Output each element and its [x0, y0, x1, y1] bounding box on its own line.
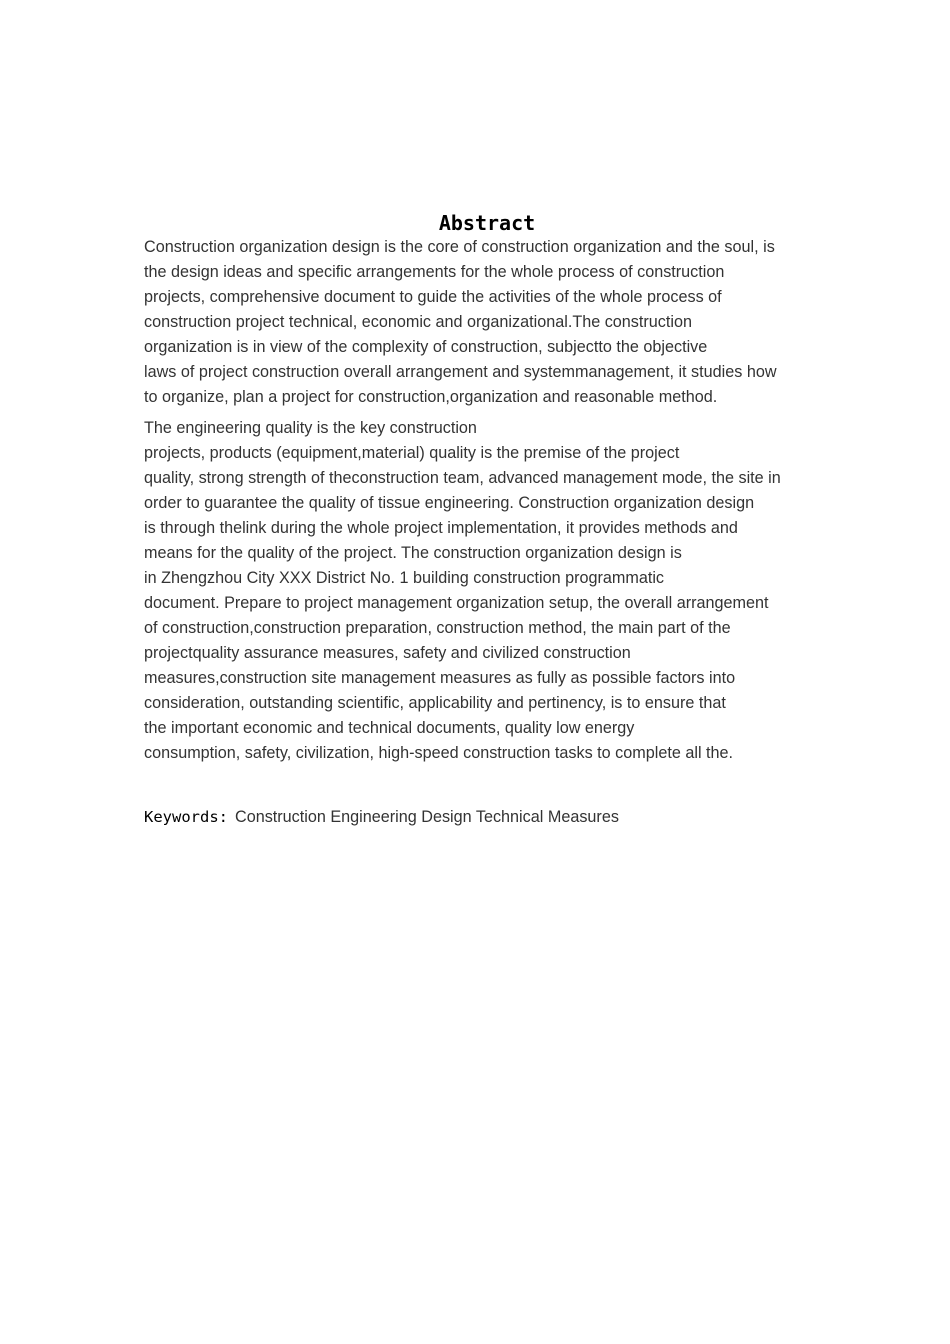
text-line: is through thelink during the whole project implementation, it provides methods and: [144, 519, 738, 537]
text-line: in Zhengzhou City XXX District No. 1 building construction programmatic: [144, 569, 665, 587]
abstract-title: Abstract: [438, 211, 536, 235]
text-line: construction project technical, economic and organizational.The construction: [144, 313, 692, 331]
text-line: document. Prepare to project management organization setup, the overall arrangement: [144, 594, 769, 612]
text-line: of construction,construction preparation, construction method, the main part of the: [144, 619, 731, 637]
text-line: the important economic and technical documents, quality low energy: [144, 719, 635, 737]
text-line: projects, products (equipment,material) quality is the premise of the project: [144, 444, 680, 462]
keywords-line: [144, 805, 619, 830]
text-line: projectquality assurance measures, safety and civilized construction: [144, 644, 631, 662]
text-line: The engineering quality is the key construction: [144, 419, 477, 437]
text-line: means for the quality of the project. The construction organization design is: [144, 544, 682, 562]
keywords-label: Keywords:: [144, 808, 228, 826]
text-line: projects, comprehensive document to guide the activities of the whole process of: [144, 288, 722, 306]
text-line: measures,construction site management measures as fully as possible factors into: [144, 669, 736, 687]
text-line: laws of project construction overall arrangement and systemmanagement, it studies how: [144, 363, 777, 381]
text-line: to organize, plan a project for construction,organization and reasonable method.: [144, 388, 718, 406]
keywords-value: Construction Engineering Design Technical Measures: [235, 808, 619, 826]
abstract-section: [144, 210, 816, 766]
text-line: the design ideas and specific arrangements for the whole process of construction: [144, 263, 725, 281]
text-line: quality, strong strength of theconstruction team, advanced management mode, the site in: [144, 469, 781, 487]
text-line: consideration, outstanding scientific, applicability and pertinency, is to ensure that: [144, 694, 726, 712]
abstract-paragraph-2: [144, 416, 816, 766]
text-line: order to guarantee the quality of tissue engineering. Construction organization design: [144, 494, 755, 512]
text-line: organization is in view of the complexity of construction, subjectto the objective: [144, 338, 708, 356]
text-line: Construction organization design is the core of construction organization and the soul, is: [144, 238, 775, 256]
abstract-paragraph-1: [144, 235, 816, 410]
text-line: consumption, safety, civilization, high-speed construction tasks to complete all the.: [144, 744, 734, 762]
